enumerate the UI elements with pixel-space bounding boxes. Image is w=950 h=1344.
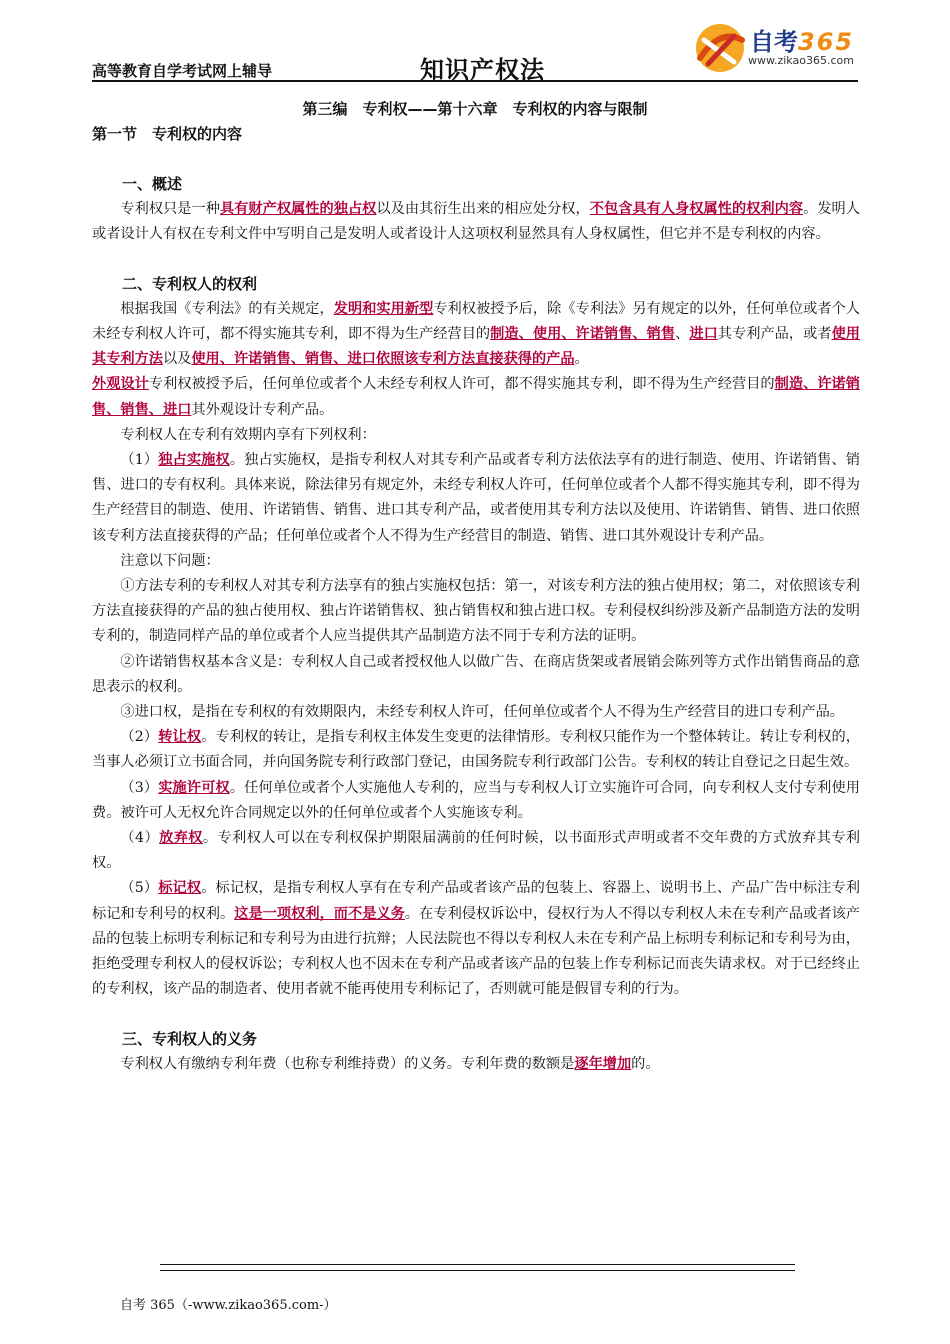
paragraph: 根据我国《专利法》的有关规定，发明和实用新型专利权被授予后，除《专利法》另有规定的以外，任何单位或者个人未经专利权人许可，都不得实施其专利，即不得为生产经营目的制造、使用、许诺销售、销售、进口其专利产品，或者使用其专利方法以及使用、许诺销售、销售、进口依照该专利方法直接获得的产品。 [92, 300, 860, 368]
logo-url: www.zikao365.com [748, 54, 854, 67]
logo-swoosh-icon [690, 18, 750, 78]
logo-brand: 自考365 [750, 28, 855, 56]
paragraph: （5）标记权。标记权，是指专利权人享有在专利产品或者该产品的包装上、容器上、说明书上、产品广告中标注专利标记和专利号的权利。这是一项权利，而不是义务。在专利侵权诉讼中，侵权行为人不得以专利权人未在专利产品或者该产品的包装上标明专利标记和专利号为由进行抗辩；人民法院也不得以专利权人未在专利产品上标明专利标记和专利号为由，拒绝受理专利权人的侵权诉讼；专利权人也不因未在专利产品或者该产品的包装上作专利标记而丧失请求权。对于已经终止的专利权，该产品的制造者、使用者就不能再使用专利标记了，否则就可能是假冒专利的行为。 [92, 880, 860, 998]
footer-rule [160, 1264, 795, 1271]
paragraph: 外观设计专利权被授予后，任何单位或者个人未经专利权人许可，都不得实施其专利，即不得为生产经营目的制造、许诺销售、销售、进口其外观设计专利产品。 [92, 376, 860, 418]
header-rule [92, 80, 858, 82]
chapter-title: 第三编 专利权——第十六章 专利权的内容与限制 [302, 100, 648, 118]
header-left-text: 高等教育自学考试网上辅导 [92, 62, 273, 80]
paragraph: （4）放弃权。专利权人可以在专利权保护期限届满前的任何时候，以书面形式声明或者不交年费的方式放弃其专利权。 [92, 830, 860, 872]
section-title: 第一节 专利权的内容 [92, 125, 243, 143]
paragraph: 注意以下问题： [120, 552, 220, 569]
site-logo[interactable] [690, 18, 860, 78]
main-content [92, 172, 860, 1077]
document-title: 知识产权法 [420, 56, 545, 84]
paragraph: （1）独占实施权。独占实施权，是指专利权人对其专利产品或者专利方法依法享有的进行制造、使用、许诺销售、销售、进口的专有权利。具体来说，除法律另有规定外，未经专利权人许可，任何单位或者个人都不得实施其专利，即不得为生产经营目的制造、使用、许诺销售、销售、进口其专利产品，或者使用其专利方法以及使用、许诺销售、销售、进口依照该专利方法直接获得的产品；任何单位或者个人不得为生产经营目的制造、销售、进口其外观设计专利产品。 [92, 452, 860, 544]
footer-text: 自考 365（-www.zikao365.com-） [120, 1298, 337, 1313]
paragraph: 专利权人在专利有效期内享有下列权利： [120, 426, 376, 443]
heading-overview: 一、概述 [122, 175, 183, 193]
heading-obligations: 三、专利权人的义务 [122, 1029, 258, 1048]
paragraph: ③进口权，是指在专利权的有效期限内，未经专利权人许可，任何单位或者个人不得为生产经营目的进口专利产品。 [120, 704, 844, 721]
paragraph: 专利权只是一种具有财产权属性的独占权以及由其衍生出来的相应处分权，不包含具有人身权属性的权利内容。发明人或者设计人有权在专利文件中写明自己是发明人或者设计人这项权利显然具有人身权属性，但它并不是专利权的内容。 [92, 201, 860, 243]
paragraph: ①方法专利的专利权人对其专利方法享有的独占实施权包括：第一，对该专利方法的独占使用权；第二，对依照该专利方法直接获得的产品的独占使用权、独占许诺销售权、独占销售权和独占进口权。专利侵权纠纷涉及新产品制造方法的发明专利的，制造同样产品的单位或者个人应当提供其产品制造方法不同于专利方法的证明。 [92, 578, 860, 645]
paragraph: （2）转让权。专利权的转让，是指专利权主体发生变更的法律情形。专利权只能作为一个整体转让。转让专利权的，当事人必须订立书面合同，并向国务院专利行政部门登记，由国务院专利行政部门公告。专利权的转让自登记之日起生效。 [92, 729, 860, 771]
heading-rights: 二、专利权人的权利 [122, 274, 258, 293]
paragraph: ②许诺销售权基本含义是：专利权人自己或者授权他人以做广告、在商店货架或者展销会陈列等方式作出销售商品的意思表示的权利。 [92, 653, 860, 695]
paragraph: （3）实施许可权。任何单位或者个人实施他人专利的，应当与专利权人订立实施许可合同，向专利权人支付专利使用费。被许可人无权允许合同规定以外的任何单位或者个人实施该专利。 [92, 779, 860, 821]
paragraph: 专利权人有缴纳专利年费（也称专利维持费）的义务。专利年费的数额是逐年增加的。 [120, 1055, 660, 1072]
